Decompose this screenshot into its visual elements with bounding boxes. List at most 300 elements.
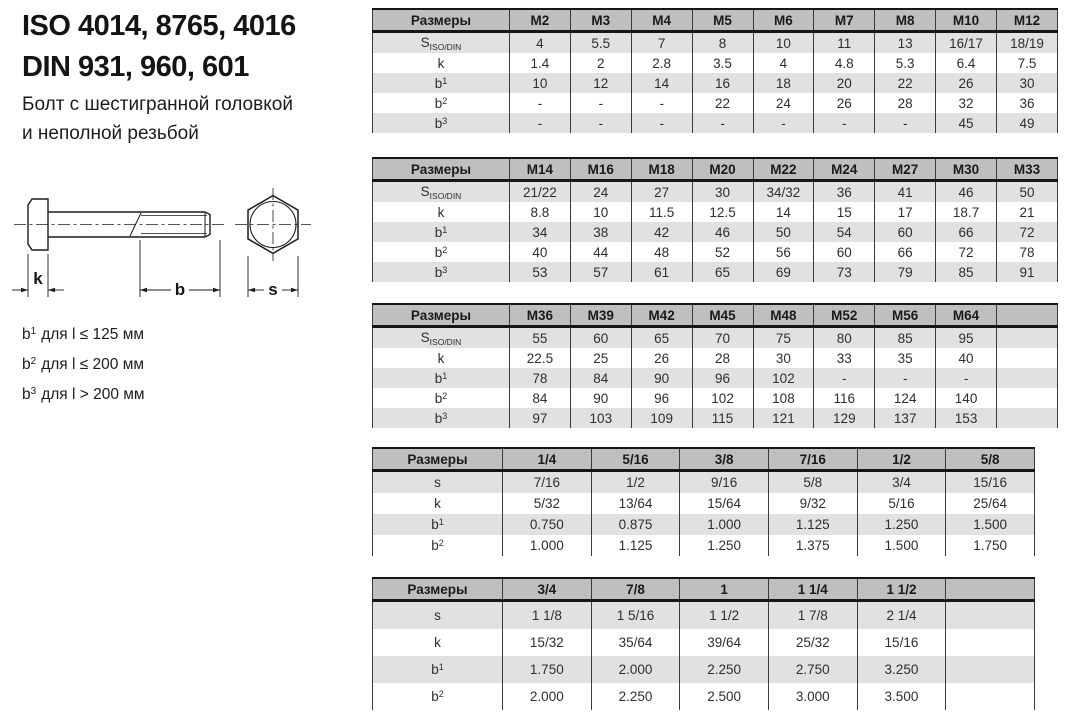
value-cell: 60 [875, 222, 936, 242]
value-cell: 137 [875, 408, 936, 428]
row-label: $S_{ISO/DIN}$ [373, 32, 510, 54]
dimension-lines [12, 240, 298, 297]
value-cell: 5.5 [570, 32, 631, 54]
value-cell: 1.750 [503, 656, 592, 683]
row-label: k [373, 348, 510, 368]
size-column-header: 1/4 [503, 448, 592, 471]
value-cell: 1.250 [857, 514, 946, 535]
value-cell: 79 [875, 262, 936, 282]
value-cell: 11.5 [631, 202, 692, 222]
size-column-header: M14 [510, 158, 571, 181]
description-line-1: Болт с шестигранной головкой [22, 94, 293, 115]
size-column-header: M16 [570, 158, 631, 181]
size-column-header: 7/8 [591, 578, 680, 601]
bolt-diagram [8, 183, 353, 315]
spec-table [372, 447, 1035, 556]
value-cell: 16 [692, 73, 753, 93]
value-cell: 1 1/2 [680, 601, 769, 630]
value-cell: 15/16 [857, 629, 946, 656]
value-cell: 48 [631, 242, 692, 262]
value-cell: 90 [631, 368, 692, 388]
value-cell: 85 [875, 327, 936, 349]
footnote-b1: $b^1$ для l ≤ 125 мм [22, 326, 145, 343]
value-cell: 102 [692, 388, 753, 408]
row-label: $b^2$ [373, 93, 510, 113]
value-cell: 20 [814, 73, 875, 93]
size-column-header: M56 [875, 304, 936, 327]
value-cell: 115 [692, 408, 753, 428]
value-cell: 1 5/16 [591, 601, 680, 630]
row-label: k [373, 629, 503, 656]
size-column-header: M8 [875, 9, 936, 32]
value-cell: 54 [814, 222, 875, 242]
table-imperial-quarter-to-5-8 [372, 447, 1035, 556]
value-cell: 0.750 [503, 514, 592, 535]
value-cell: 16/17 [936, 32, 997, 54]
value-cell: - [631, 113, 692, 133]
dimensions-header: Размеры [373, 9, 510, 32]
value-cell: 24 [570, 181, 631, 203]
value-cell: 78 [510, 368, 571, 388]
value-cell: 34 [510, 222, 571, 242]
value-cell: 75 [753, 327, 814, 349]
row-label: $S_{ISO/DIN}$ [373, 327, 510, 349]
dim-label-k: k [33, 269, 43, 288]
size-column-header: M30 [936, 158, 997, 181]
row-label: $b^1$ [373, 368, 510, 388]
table-row [373, 493, 1035, 514]
header-row [373, 158, 1058, 181]
value-cell: 46 [936, 181, 997, 203]
value-cell: 3.000 [768, 683, 857, 710]
value-cell: 25/64 [946, 493, 1035, 514]
value-cell [997, 348, 1058, 368]
value-cell: 55 [510, 327, 571, 349]
value-cell: 3.250 [857, 656, 946, 683]
value-cell [997, 388, 1058, 408]
value-cell: 8.8 [510, 202, 571, 222]
footnotes [22, 318, 145, 408]
size-column-header: M2 [510, 9, 571, 32]
value-cell: 5/32 [503, 493, 592, 514]
value-cell: 90 [570, 388, 631, 408]
size-column-header: M20 [692, 158, 753, 181]
row-label: $b^2$ [373, 683, 503, 710]
value-cell: 13/64 [591, 493, 680, 514]
value-cell [946, 656, 1035, 683]
value-cell: 121 [753, 408, 814, 428]
table-row [373, 408, 1058, 428]
value-cell: 6.4 [936, 53, 997, 73]
value-cell: 65 [631, 327, 692, 349]
value-cell [997, 327, 1058, 349]
value-cell: 103 [570, 408, 631, 428]
value-cell: 1/2 [591, 471, 680, 494]
value-cell: 13 [875, 32, 936, 54]
value-cell: 36 [997, 93, 1058, 113]
value-cell: 1.250 [680, 535, 769, 556]
size-column-header: M6 [753, 9, 814, 32]
size-column-header: 5/8 [946, 448, 1035, 471]
value-cell: 26 [814, 93, 875, 113]
value-cell: 45 [936, 113, 997, 133]
value-cell: 2.000 [503, 683, 592, 710]
table-row [373, 535, 1035, 556]
size-column-header: M5 [692, 9, 753, 32]
row-label: $b^2$ [373, 388, 510, 408]
value-cell: 26 [936, 73, 997, 93]
value-cell: 17 [875, 202, 936, 222]
value-cell: 0.875 [591, 514, 680, 535]
value-cell: 49 [997, 113, 1058, 133]
row-label: $b^3$ [373, 408, 510, 428]
value-cell: 18 [753, 73, 814, 93]
value-cell: 1.500 [946, 514, 1035, 535]
value-cell: 10 [510, 73, 571, 93]
table-row [373, 113, 1058, 133]
table-row [373, 222, 1058, 242]
size-column-header: M7 [814, 9, 875, 32]
value-cell: - [631, 93, 692, 113]
value-cell: 1.4 [510, 53, 571, 73]
value-cell: 124 [875, 388, 936, 408]
value-cell: - [570, 93, 631, 113]
size-column-header: M24 [814, 158, 875, 181]
value-cell: 66 [875, 242, 936, 262]
value-cell [997, 408, 1058, 428]
table-metric-m36-m64 [372, 303, 1058, 428]
value-cell [946, 683, 1035, 710]
value-cell: 109 [631, 408, 692, 428]
spec-table [372, 8, 1058, 133]
dimensions-header: Размеры [373, 578, 503, 601]
value-cell: 65 [692, 262, 753, 282]
value-cell: 61 [631, 262, 692, 282]
value-cell: 1 1/8 [503, 601, 592, 630]
row-label: $b^3$ [373, 262, 510, 282]
value-cell: 96 [692, 368, 753, 388]
value-cell: 11 [814, 32, 875, 54]
value-cell: 2 1/4 [857, 601, 946, 630]
value-cell: 5/8 [768, 471, 857, 494]
value-cell: 52 [692, 242, 753, 262]
value-cell: 73 [814, 262, 875, 282]
spec-table [372, 577, 1035, 710]
value-cell: 50 [753, 222, 814, 242]
size-column-header: M3 [570, 9, 631, 32]
page-title [22, 6, 296, 88]
table-row [373, 388, 1058, 408]
value-cell: 72 [997, 222, 1058, 242]
row-label: k [373, 53, 510, 73]
value-cell: 33 [814, 348, 875, 368]
value-cell: 12.5 [692, 202, 753, 222]
row-label: $b^2$ [373, 535, 503, 556]
value-cell: - [510, 113, 571, 133]
value-cell: 2.500 [680, 683, 769, 710]
value-cell [946, 629, 1035, 656]
value-cell: 95 [936, 327, 997, 349]
value-cell: 30 [753, 348, 814, 368]
value-cell: 40 [936, 348, 997, 368]
size-column-header: 1 1/4 [768, 578, 857, 601]
value-cell: 1.750 [946, 535, 1035, 556]
value-cell: - [814, 368, 875, 388]
footnote-b3: $b^3$ для l > 200 мм [22, 386, 145, 403]
value-cell: 32 [936, 93, 997, 113]
value-cell: 1.000 [503, 535, 592, 556]
size-column-header: 3/8 [680, 448, 769, 471]
size-column-header: 1 1/2 [857, 578, 946, 601]
size-column-header: M52 [814, 304, 875, 327]
table-row [373, 262, 1058, 282]
row-label: $b^3$ [373, 113, 510, 133]
value-cell: 14 [753, 202, 814, 222]
value-cell: 72 [936, 242, 997, 262]
value-cell: 24 [753, 93, 814, 113]
value-cell: 36 [814, 181, 875, 203]
row-label: $b^2$ [373, 242, 510, 262]
spec-table [372, 157, 1058, 282]
table-row [373, 656, 1035, 683]
value-cell: 2.250 [591, 683, 680, 710]
value-cell: 42 [631, 222, 692, 242]
value-cell: - [510, 93, 571, 113]
row-label: $S_{ISO/DIN}$ [373, 181, 510, 203]
row-label: k [373, 202, 510, 222]
table-metric-m14-m33 [372, 157, 1058, 282]
value-cell: 30 [692, 181, 753, 203]
value-cell: 22 [692, 93, 753, 113]
row-label: s [373, 471, 503, 494]
value-cell: 66 [936, 222, 997, 242]
table-row [373, 242, 1058, 262]
dimensions-header: Размеры [373, 158, 510, 181]
size-column-header: M33 [997, 158, 1058, 181]
value-cell: 96 [631, 388, 692, 408]
size-column-header: M64 [936, 304, 997, 327]
header-row [373, 448, 1035, 471]
value-cell: 12 [570, 73, 631, 93]
value-cell: 108 [753, 388, 814, 408]
header-row [373, 304, 1058, 327]
value-cell: 84 [570, 368, 631, 388]
size-column-header: 1 [680, 578, 769, 601]
value-cell: 35 [875, 348, 936, 368]
value-cell: 15/32 [503, 629, 592, 656]
value-cell: 85 [936, 262, 997, 282]
size-column-header: M42 [631, 304, 692, 327]
value-cell: 10 [570, 202, 631, 222]
value-cell: 7/16 [503, 471, 592, 494]
value-cell: 57 [570, 262, 631, 282]
value-cell: 10 [753, 32, 814, 54]
dimensions-header: Размеры [373, 448, 503, 471]
size-column-header: M45 [692, 304, 753, 327]
size-column-header: 5/16 [591, 448, 680, 471]
table-row [373, 202, 1058, 222]
size-column-header: 1/2 [857, 448, 946, 471]
value-cell: 15/64 [680, 493, 769, 514]
left-panel [0, 0, 365, 720]
size-column-header: 3/4 [503, 578, 592, 601]
value-cell [946, 601, 1035, 630]
value-cell: 84 [510, 388, 571, 408]
value-cell: 15 [814, 202, 875, 222]
value-cell: 53 [510, 262, 571, 282]
value-cell: 14 [631, 73, 692, 93]
value-cell: 3.5 [692, 53, 753, 73]
size-column-header: M22 [753, 158, 814, 181]
table-row [373, 93, 1058, 113]
value-cell: - [875, 113, 936, 133]
table-row [373, 368, 1058, 388]
value-cell: 1.375 [768, 535, 857, 556]
dimensions-header: Размеры [373, 304, 510, 327]
value-cell: 40 [510, 242, 571, 262]
value-cell: 7.5 [997, 53, 1058, 73]
size-column-header [946, 578, 1035, 601]
value-cell: 2.000 [591, 656, 680, 683]
value-cell: 9/32 [768, 493, 857, 514]
row-label: k [373, 493, 503, 514]
table-row [373, 683, 1035, 710]
value-cell: 41 [875, 181, 936, 203]
value-cell: 15/16 [946, 471, 1035, 494]
value-cell: 18.7 [936, 202, 997, 222]
value-cell: 4 [753, 53, 814, 73]
value-cell: 3.500 [857, 683, 946, 710]
size-column-header: M10 [936, 9, 997, 32]
value-cell: 28 [875, 93, 936, 113]
value-cell: 140 [936, 388, 997, 408]
value-cell: 102 [753, 368, 814, 388]
dim-label-s: s [268, 280, 278, 299]
value-cell: 8 [692, 32, 753, 54]
size-column-header: M48 [753, 304, 814, 327]
value-cell: 27 [631, 181, 692, 203]
row-label: s [373, 601, 503, 630]
value-cell: 21 [997, 202, 1058, 222]
value-cell: 35/64 [591, 629, 680, 656]
table-row [373, 181, 1058, 203]
header-row [373, 9, 1058, 32]
value-cell: 1.125 [768, 514, 857, 535]
table-row [373, 53, 1058, 73]
value-cell: 60 [570, 327, 631, 349]
table-row [373, 601, 1035, 630]
value-cell: 70 [692, 327, 753, 349]
value-cell: 1.125 [591, 535, 680, 556]
value-cell: - [753, 113, 814, 133]
size-column-header: M27 [875, 158, 936, 181]
value-cell: 3/4 [857, 471, 946, 494]
value-cell: 60 [814, 242, 875, 262]
value-cell: 1.000 [680, 514, 769, 535]
value-cell: 2 [570, 53, 631, 73]
value-cell: 129 [814, 408, 875, 428]
table-row [373, 629, 1035, 656]
table-row [373, 32, 1058, 54]
row-label: $b^1$ [373, 656, 503, 683]
table-row [373, 471, 1035, 494]
table-imperial-3-4-to-1-1-2 [372, 577, 1035, 710]
value-cell [997, 368, 1058, 388]
value-cell: 46 [692, 222, 753, 242]
value-cell: 2.8 [631, 53, 692, 73]
value-cell: 56 [753, 242, 814, 262]
standard-iso-line: ISO 4014, 8765, 4016 [22, 10, 296, 42]
value-cell: 9/16 [680, 471, 769, 494]
table-row [373, 348, 1058, 368]
value-cell: 97 [510, 408, 571, 428]
value-cell: 69 [753, 262, 814, 282]
value-cell: 78 [997, 242, 1058, 262]
size-column-header: M36 [510, 304, 571, 327]
value-cell: 50 [997, 181, 1058, 203]
value-cell: 2.250 [680, 656, 769, 683]
page-subtitle [22, 90, 293, 148]
value-cell: 26 [631, 348, 692, 368]
value-cell: - [875, 368, 936, 388]
value-cell: - [692, 113, 753, 133]
size-column-header: M12 [997, 9, 1058, 32]
value-cell: 2.750 [768, 656, 857, 683]
value-cell: 4 [510, 32, 571, 54]
value-cell: 21/22 [510, 181, 571, 203]
size-column-header: M39 [570, 304, 631, 327]
value-cell: 25 [570, 348, 631, 368]
table-row [373, 73, 1058, 93]
value-cell: 1 7/8 [768, 601, 857, 630]
value-cell: 44 [570, 242, 631, 262]
value-cell: 22 [875, 73, 936, 93]
value-cell: 28 [692, 348, 753, 368]
spec-table [372, 303, 1058, 428]
value-cell: 1.500 [857, 535, 946, 556]
value-cell: 4.8 [814, 53, 875, 73]
dim-label-b: b [174, 280, 186, 299]
standard-din-line: DIN 931, 960, 601 [22, 51, 249, 83]
value-cell: - [936, 368, 997, 388]
row-label: $b^1$ [373, 514, 503, 535]
table-metric-m2-m12 [372, 8, 1058, 133]
value-cell: 80 [814, 327, 875, 349]
value-cell: 30 [997, 73, 1058, 93]
value-cell: 116 [814, 388, 875, 408]
value-cell: 25/32 [768, 629, 857, 656]
table-row [373, 514, 1035, 535]
value-cell: 91 [997, 262, 1058, 282]
value-cell: 5/16 [857, 493, 946, 514]
row-label: $b^1$ [373, 222, 510, 242]
value-cell: - [570, 113, 631, 133]
table-row [373, 327, 1058, 349]
row-label: $b^1$ [373, 73, 510, 93]
value-cell: 22.5 [510, 348, 571, 368]
value-cell: 5.3 [875, 53, 936, 73]
size-column-header: 7/16 [768, 448, 857, 471]
footnote-b2: $b^2$ для l ≤ 200 мм [22, 356, 145, 373]
size-column-header: M4 [631, 9, 692, 32]
value-cell: 153 [936, 408, 997, 428]
value-cell: 38 [570, 222, 631, 242]
size-column-header: M18 [631, 158, 692, 181]
header-row [373, 578, 1035, 601]
value-cell: 7 [631, 32, 692, 54]
value-cell: - [814, 113, 875, 133]
value-cell: 39/64 [680, 629, 769, 656]
